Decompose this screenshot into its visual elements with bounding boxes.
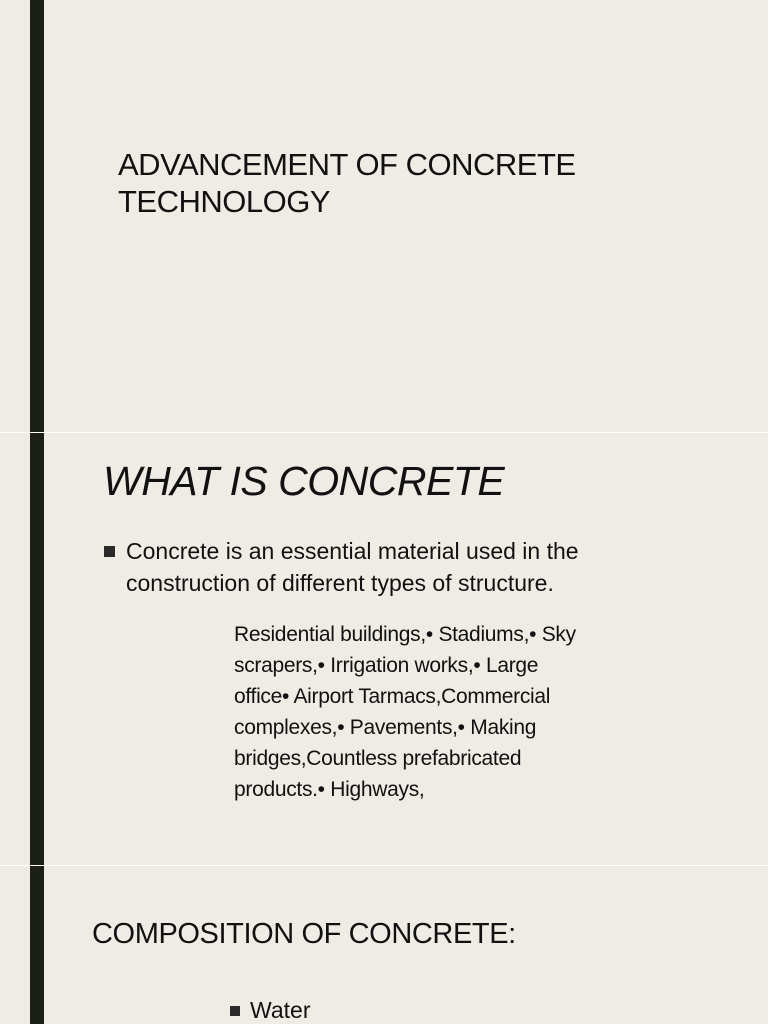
title-slide (0, 0, 768, 432)
bullet-item (104, 535, 704, 599)
slide-heading: COMPOSITION OF CONCRETE: (92, 918, 516, 950)
slide-accent-bar (30, 433, 44, 865)
presentation-title: ADVANCEMENT OF CONCRETE TECHNOLOGY (118, 147, 576, 219)
bullet-text: Concrete is an essential material used in the construction of different types of structure. (126, 538, 579, 596)
slide-accent-bar (30, 866, 44, 1024)
slide-heading: WHAT IS CONCRETE (103, 458, 505, 504)
square-bullet-icon (230, 1006, 240, 1016)
composition-slide (0, 866, 768, 1024)
slide-accent-bar (30, 0, 44, 432)
what-is-concrete-slide (0, 433, 768, 865)
composition-item (230, 994, 311, 1024)
concrete-uses-list: Residential buildings,• Stadiums,• Sky scrapers,• Irrigation works,• Large office• Airport Tarmacs,Commercial complexes,• Pavements,• Making bridges,Countless prefabricated products.• Highways, (234, 623, 576, 801)
composition-item-label: Water (250, 997, 311, 1023)
square-bullet-icon (104, 546, 115, 557)
